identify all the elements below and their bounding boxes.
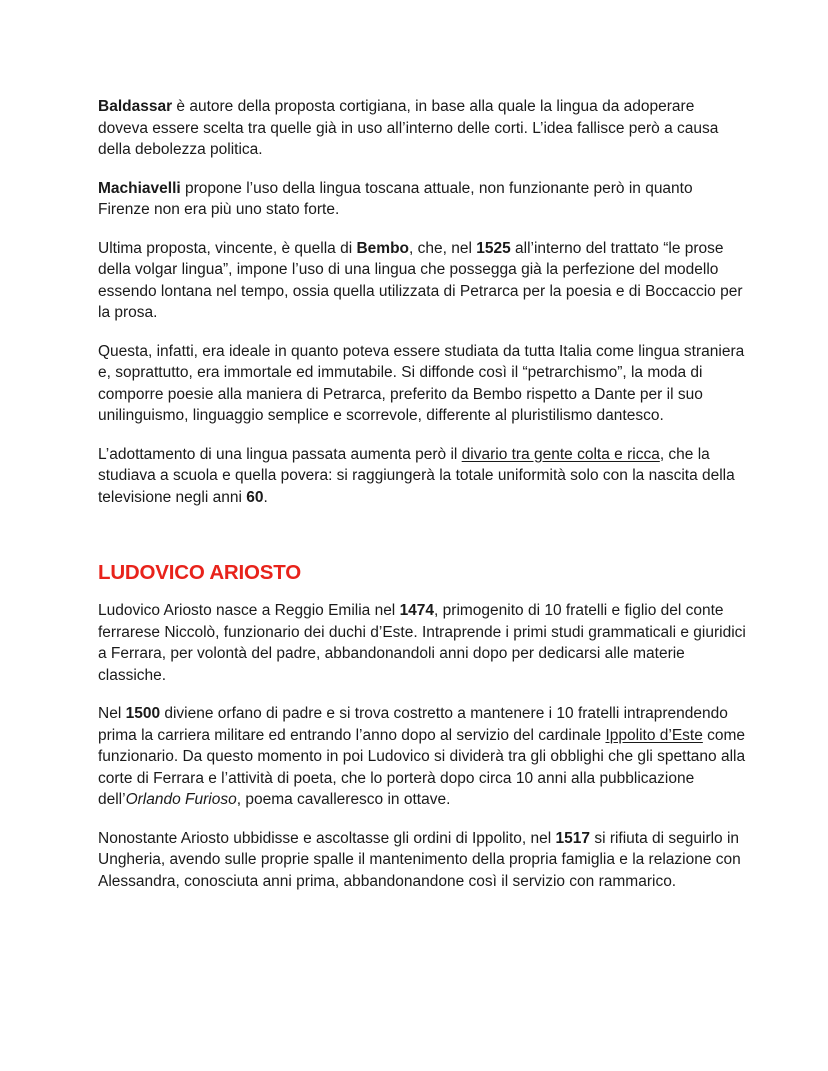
paragraph-text: Ludovico Ariosto nasce a Reggio Emilia nel (98, 602, 400, 619)
underlined-link[interactable]: divario tra gente colta e ricca (461, 445, 660, 463)
paragraph-text: si rifiuta di seguirlo in Ungheria, avendo sulle proprie spalle il mantenimento della propria famiglia e la relazione con Alessandra, conosciuta anni prima, abbandonandone così il servizio con rammarico. (98, 829, 741, 890)
paragraph-text: è autore della proposta cortigiana, in base alla quale la lingua da adoperare doveva essere scelta tra quelle già in uso all’interno delle corti. L’idea fallisce però a causa della debolezza politica. (98, 98, 719, 158)
bold-name: Machiavelli (98, 179, 181, 197)
paragraph-text: , che, nel (409, 239, 477, 257)
paragraph-refusal (98, 828, 748, 893)
paragraph-text: , primogenito di 10 fratelli e figlio del conte ferrarese Niccolò, funzionario dei duchi d’Este. Intraprende i primi studi grammaticali e giuridici a Ferrara, per volontà del padre, abbandonandoli anni dopo per dedicarsi alle materie classiche. (98, 602, 746, 684)
paragraph-divario (98, 444, 748, 509)
paragraph-text: diviene orfano di padre e si trova costretto a mantenere i 10 fratelli intraprendendo prima la carriera militare ed entrando l’anno dopo al servizio del cardinale (98, 705, 728, 744)
section-heading: LUDOVICO ARIOSTO (98, 561, 301, 584)
paragraph-text: all’interno del trattato “le prose della volgar lingua”, impone l’uso di una lingua che possegga già la perfezione del modello essendo lontana nel tempo, ossia quella utilizzata di Petrarca per la poesia e di Boccaccio per la prosa. (98, 239, 743, 321)
paragraph-text: propone l’uso della lingua toscana attuale, non funzionante però in quanto Firenze non era più uno stato forte. (98, 179, 693, 218)
bold-year: 1525 (476, 239, 511, 257)
paragraph-machiavelli (98, 178, 748, 221)
paragraph-petrarchismo (98, 341, 748, 427)
paragraph-text: , poema cavalleresco in ottave. (236, 791, 451, 808)
paragraph-text: . (263, 488, 268, 506)
paragraph-text: , che la studiava a scuola e quella povera: si raggiungerà la totale uniformità solo con la nascita della televisione negli anni (98, 445, 735, 506)
paragraph-text: Ultima proposta, vincente, è quella di (98, 239, 357, 257)
paragraph-baldassar (98, 96, 748, 161)
bold-year: 60 (246, 488, 264, 506)
underlined-link[interactable]: Ippolito d’Este (605, 726, 703, 744)
paragraph-text: come funzionario. Da questo momento in poi Ludovico si dividerà tra gli obblighi che gli spettano alla corte di Ferrara e l’attività di poeta, che lo porterà dopo circa 10 anni alla pubblicazione dell’ (98, 726, 746, 808)
paragraph-text: Nel (98, 705, 126, 722)
paragraph-birth (98, 600, 748, 686)
paragraph-text: Nonostante Ariosto ubbidisse e ascoltasse gli ordini di Ippolito, nel (98, 829, 556, 847)
italic-title: Orlando Furioso (125, 791, 237, 808)
paragraph-text: Questa, infatti, era ideale in quanto poteva essere studiata da tutta Italia come lingua straniera e, soprattutto, era immortale ed immutabile. Si diffonde così il “petrarchismo”, la moda di comporre poesie alla maniera di Petrarca, preferito da Bembo rispetto a Dante per il suo unilinguismo, linguaggio semplice e scorrevole, differente al pluristilismo dantesco. (98, 342, 745, 424)
document-page (98, 96, 748, 892)
paragraph-text: L’adottamento di una lingua passata aumenta però il (98, 445, 462, 463)
bold-year: 1500 (125, 705, 161, 722)
bold-year: 1517 (555, 829, 591, 847)
bold-name: Bembo (356, 239, 410, 257)
bold-year: 1474 (399, 602, 435, 619)
paragraph-bembo (98, 238, 748, 324)
paragraph-career (98, 703, 748, 811)
bold-name: Baldassar (98, 98, 173, 115)
